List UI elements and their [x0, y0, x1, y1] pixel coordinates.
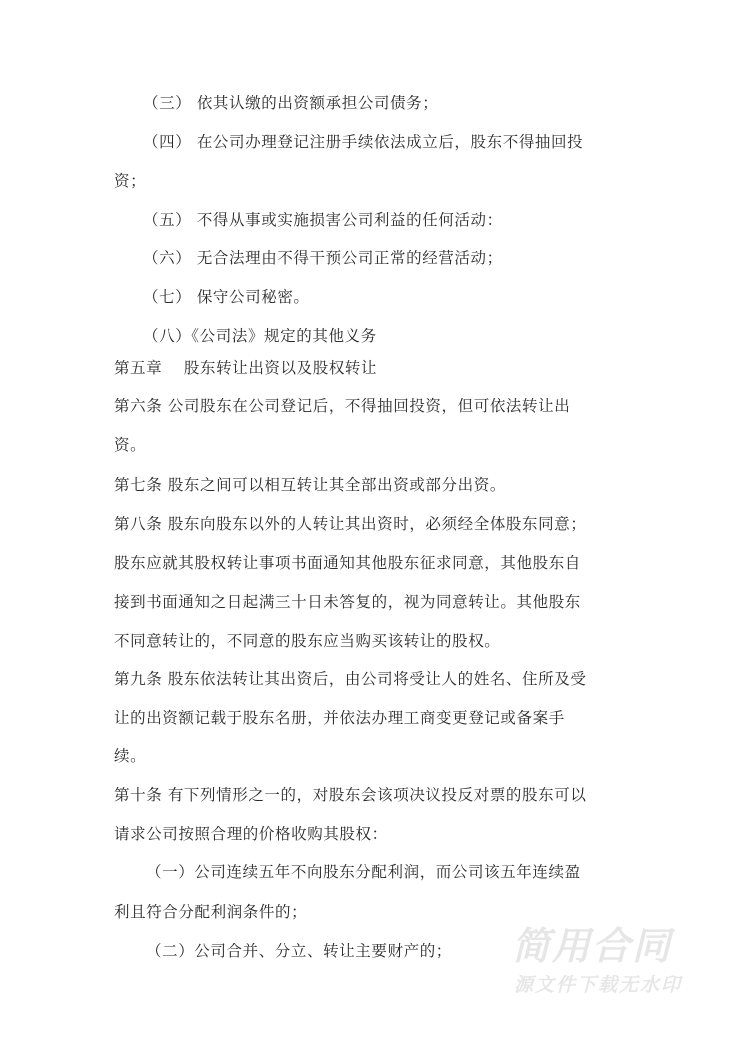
text-line: 利且符合分配利润条件的；	[114, 903, 308, 921]
text-line: （三） 依其认缴的出资额承担公司债务；	[143, 94, 439, 112]
text-line: （二）公司合并、分立、转让主要财产的；	[146, 942, 452, 960]
text-line: （五） 不得从事或实施损害公司利益的任何活动：	[143, 211, 503, 229]
text-line: （七） 保守公司秘密。	[143, 288, 310, 306]
text-line: 第八条 股东向股东以外的人转让其出资时，必须经全体股东同意；	[114, 515, 587, 533]
watermark-subtitle: 源文件下载无水印	[514, 974, 683, 996]
text-line: 请求公司按照合理的价格收购其股权：	[114, 825, 388, 843]
text-line: （四） 在公司办理登记注册手续依法成立后，股东不得抽回投	[143, 133, 584, 151]
text-line: （一）公司连续五年不向股东分配利润，而公司该五年连续盈	[146, 863, 581, 881]
text-line: （八）《公司法》规定的其他义务	[143, 327, 377, 345]
text-line: 资。	[114, 436, 147, 454]
text-line: 第七条 股东之间可以相互转让其全部出资或部分出资。	[114, 476, 506, 494]
text-line: 第九条 股东依法转让其出资后，由公司将受让人的姓名、住所及受	[114, 670, 587, 688]
text-line: 第五章 股东转让出资以及股权转让	[114, 359, 378, 377]
text-line: 第十条 有下列情形之一的，对股东会该项决议投反对票的股东可以	[114, 786, 587, 804]
text-line: 不同意转让的，不同意的股东应当购买该转让的股权。	[114, 632, 501, 650]
text-line: 续。	[114, 747, 147, 765]
watermark-logo: 简用合同	[512, 924, 673, 968]
text-line: （六） 无合法理由不得干预公司正常的经营活动；	[143, 249, 503, 267]
text-line: 接到书面通知之日起满三十日未答复的，视为同意转让。其他股东	[114, 593, 581, 611]
text-line: 股东应就其股权转让事项书面通知其他股东征求同意，其他股东自	[114, 554, 581, 572]
text-line: 资；	[114, 172, 147, 190]
text-line: 让的出资额记载于股东名册，并依法办理工商变更登记或备案手	[114, 709, 565, 727]
text-line: 第六条 公司股东在公司登记后，不得抽回投资，但可依法转让出	[114, 397, 571, 415]
